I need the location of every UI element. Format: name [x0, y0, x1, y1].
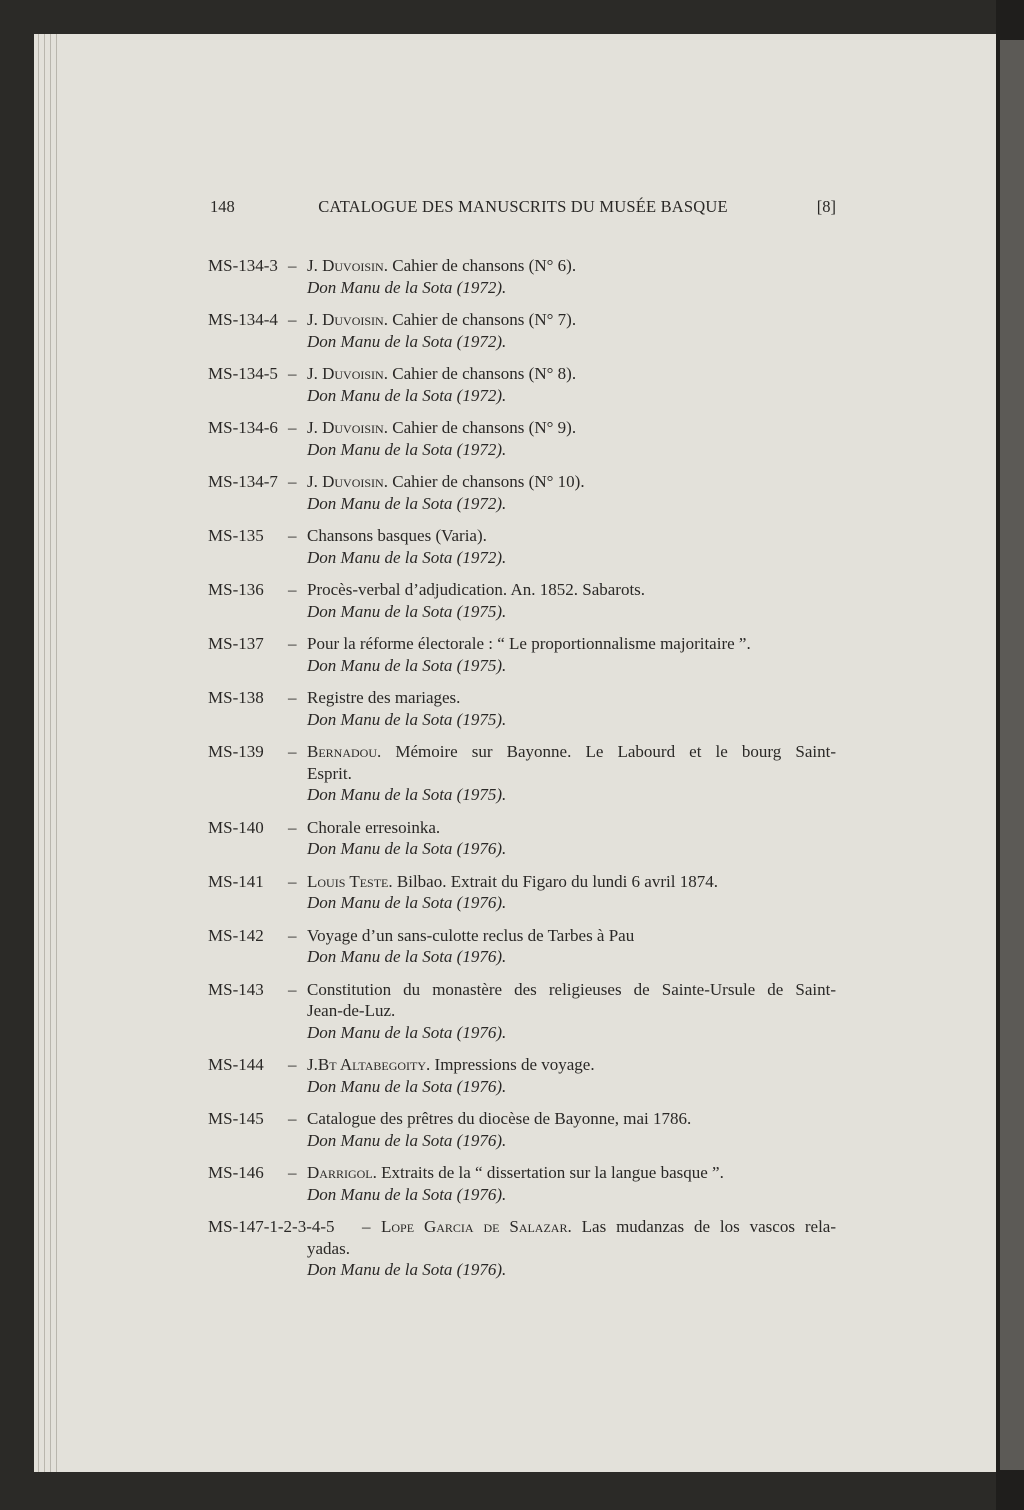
- running-title: CATALOGUE DES MANUSCRITS DU MUSÉE BASQUE: [318, 197, 728, 216]
- section-number: [8]: [816, 197, 836, 216]
- entry-dash: –: [288, 418, 297, 437]
- manuscript-entry: [208, 1216, 836, 1281]
- manuscript-entry: [208, 871, 836, 914]
- manuscript-entry: [208, 925, 836, 968]
- entry-text-line: [307, 363, 836, 385]
- donor-line: Don Manu de la Sota (1976).: [307, 893, 507, 912]
- page-stack-line: [44, 34, 45, 1472]
- entry-text-line: [307, 979, 836, 1001]
- entry-dash: –: [288, 634, 297, 653]
- author-name: J. Duvoisin: [307, 256, 384, 275]
- entry-dash: –: [288, 472, 297, 491]
- entry-text: Procès-verbal d’adjudication. An. 1852. Sabarots.: [307, 580, 646, 599]
- entry-text: . Cahier de chansons (N° 10).: [383, 472, 585, 491]
- entry-text: . Extraits de la “ dissertation sur la langue basque ”.: [372, 1163, 724, 1182]
- author-name: Darrigol: [307, 1163, 373, 1182]
- author-name: Bernadou: [307, 742, 378, 761]
- manuscript-id: MS-134-7: [208, 472, 278, 491]
- entry-text: . Cahier de chansons (N° 6).: [383, 256, 577, 275]
- donor-line: Don Manu de la Sota (1972).: [307, 385, 507, 405]
- donor-line: Don Manu de la Sota (1972).: [307, 439, 507, 459]
- running-header: [210, 197, 836, 219]
- manuscript-id: MS-137: [208, 634, 264, 653]
- entry-text-line: [307, 417, 836, 439]
- manuscript-id: MS-139: [208, 742, 264, 761]
- entry-text-line: [307, 255, 836, 277]
- entry-dash: –: [288, 979, 297, 999]
- entry-dash: –: [288, 925, 297, 945]
- manuscript-list: [208, 255, 836, 1292]
- entry-text-line: [381, 1216, 836, 1238]
- manuscript-id: MS-141: [208, 871, 264, 891]
- entry-text-line: [307, 763, 836, 785]
- author-name: Lope Garcia de Salazar: [381, 1217, 568, 1236]
- manuscript-entry: [208, 471, 836, 514]
- entry-dash: –: [288, 688, 297, 707]
- manuscript-entry: [208, 1162, 836, 1205]
- donor-line: Don Manu de la Sota (1976).: [307, 1260, 507, 1279]
- manuscript-id: MS-134-5: [208, 364, 278, 383]
- entry-text: Constitution du monastère des religieuses de Sainte-Ursule de Saint-: [307, 979, 836, 999]
- entry-text: Registre des mariages.: [307, 688, 461, 707]
- entry-dash: –: [288, 364, 297, 383]
- donor-line: Don Manu de la Sota (1975).: [307, 785, 507, 804]
- donor-line: Don Manu de la Sota (1976).: [307, 1130, 507, 1150]
- entry-text-line: [307, 1000, 836, 1022]
- manuscript-id: MS-140: [208, 817, 264, 837]
- entry-text-line: [307, 741, 836, 763]
- donor-line: Don Manu de la Sota (1972).: [307, 331, 507, 351]
- manuscript-entry: [208, 1108, 836, 1151]
- entry-dash: –: [288, 742, 297, 761]
- donor-line: Don Manu de la Sota (1972).: [307, 547, 507, 567]
- manuscript-entry: [208, 525, 836, 568]
- entry-text-line: [307, 471, 836, 493]
- author-name: J. Duvoisin: [307, 364, 384, 383]
- manuscript-id: MS-143: [208, 979, 264, 999]
- manuscript-entry: [208, 309, 836, 352]
- manuscript-entry: [208, 417, 836, 460]
- manuscript-entry: [208, 633, 836, 676]
- manuscript-entry: [208, 1054, 836, 1097]
- manuscript-entry: [208, 687, 836, 730]
- entry-text-line: [307, 817, 836, 839]
- manuscript-entry: [208, 255, 836, 298]
- manuscript-entry: [208, 363, 836, 406]
- author-name: Louis Teste: [307, 871, 389, 891]
- entry-text-line: [307, 1162, 836, 1184]
- entry-text: . Cahier de chansons (N° 9).: [383, 418, 577, 437]
- author-name: J. Duvoisin: [307, 310, 384, 329]
- entry-text-line: [307, 871, 836, 893]
- page-stack-line: [56, 34, 57, 1472]
- author-name: J. Duvoisin: [307, 472, 384, 491]
- manuscript-entry: [208, 979, 836, 1044]
- donor-line: Don Manu de la Sota (1976).: [307, 947, 507, 966]
- entry-dash: –: [362, 1217, 371, 1236]
- donor-line: Don Manu de la Sota (1975).: [307, 709, 507, 729]
- entry-text-line: [307, 1238, 836, 1260]
- entry-dash: –: [288, 1163, 297, 1182]
- author-name: J.Bt Altabegoity: [307, 1055, 427, 1074]
- author-name: J. Duvoisin: [307, 418, 384, 437]
- entry-text: yadas.: [307, 1238, 350, 1258]
- manuscript-id: MS-145: [208, 1109, 264, 1128]
- entry-text-line: [307, 633, 836, 655]
- donor-line: Don Manu de la Sota (1975).: [307, 655, 507, 675]
- manuscript-entry: [208, 741, 836, 806]
- manuscript-id: MS-138: [208, 688, 264, 707]
- donor-line: Don Manu de la Sota (1972).: [307, 493, 507, 513]
- entry-text: Catalogue des prêtres du diocèse de Bayonne, mai 1786.: [307, 1109, 692, 1128]
- donor-line: Don Manu de la Sota (1972).: [307, 277, 507, 297]
- manuscript-entry: [208, 579, 836, 622]
- entry-text: Voyage d’un sans-culotte reclus de Tarbes à Pau: [307, 925, 635, 945]
- entry-text: Chansons basques (Varia).: [307, 526, 487, 545]
- manuscript-id: MS-146: [208, 1163, 264, 1182]
- manuscript-id: MS-134-6: [208, 418, 278, 437]
- manuscript-entry: [208, 817, 836, 860]
- entry-text: Chorale erresoinka.: [307, 817, 441, 837]
- donor-line: Don Manu de la Sota (1976).: [307, 839, 507, 858]
- entry-text-line: [307, 925, 836, 947]
- entry-text-line: [307, 1108, 836, 1130]
- manuscript-id: MS-135: [208, 526, 264, 545]
- entry-dash: –: [288, 1055, 297, 1074]
- next-page-shadow: [1000, 40, 1024, 1470]
- entry-dash: –: [288, 526, 297, 545]
- entry-text-line: [307, 309, 836, 331]
- entry-dash: –: [288, 310, 297, 329]
- entry-text: Pour la réforme électorale : “ Le proportionnalisme majoritaire ”.: [307, 634, 751, 653]
- donor-line: Don Manu de la Sota (1976).: [307, 1076, 507, 1096]
- entry-text: . Cahier de chansons (N° 8).: [383, 364, 577, 383]
- entry-text: . Mémoire sur Bayonne. Le Labourd et le bourg Saint-: [377, 742, 836, 761]
- donor-line: Don Manu de la Sota (1976).: [307, 1184, 507, 1204]
- donor-line: Don Manu de la Sota (1975).: [307, 601, 507, 621]
- manuscript-id: MS-136: [208, 580, 264, 599]
- entry-dash: –: [288, 817, 297, 837]
- entry-text-line: [307, 1054, 836, 1076]
- entry-text: Esprit.: [307, 763, 352, 783]
- entry-text-line: [307, 579, 836, 601]
- entry-dash: –: [288, 256, 297, 275]
- manuscript-id: MS-144: [208, 1055, 264, 1074]
- manuscript-id: MS-134-4: [208, 310, 278, 329]
- entry-dash: –: [288, 871, 297, 891]
- entry-text-line: [307, 687, 836, 709]
- page-stack-line: [38, 34, 39, 1472]
- page-number: 148: [210, 197, 235, 216]
- entry-dash: –: [288, 580, 297, 599]
- entry-text: . Impressions de voyage.: [426, 1055, 595, 1074]
- entry-text: Jean-de-Luz.: [307, 1001, 396, 1020]
- entry-dash: –: [288, 1109, 297, 1128]
- page-stack-line: [50, 34, 51, 1472]
- entry-text: . Cahier de chansons (N° 7).: [383, 310, 577, 329]
- entry-text: . Las mudanzas de los vascos rela-: [567, 1217, 836, 1236]
- donor-line: Don Manu de la Sota (1976).: [307, 1022, 507, 1042]
- entry-text: . Bilbao. Extrait du Figaro du lundi 6 avril 1874.: [388, 871, 718, 891]
- entry-text-line: [307, 525, 836, 547]
- manuscript-id: MS-134-3: [208, 256, 278, 275]
- manuscript-id: MS-142: [208, 925, 264, 945]
- manuscript-id: MS-147-1-2-3-4-5: [208, 1217, 335, 1236]
